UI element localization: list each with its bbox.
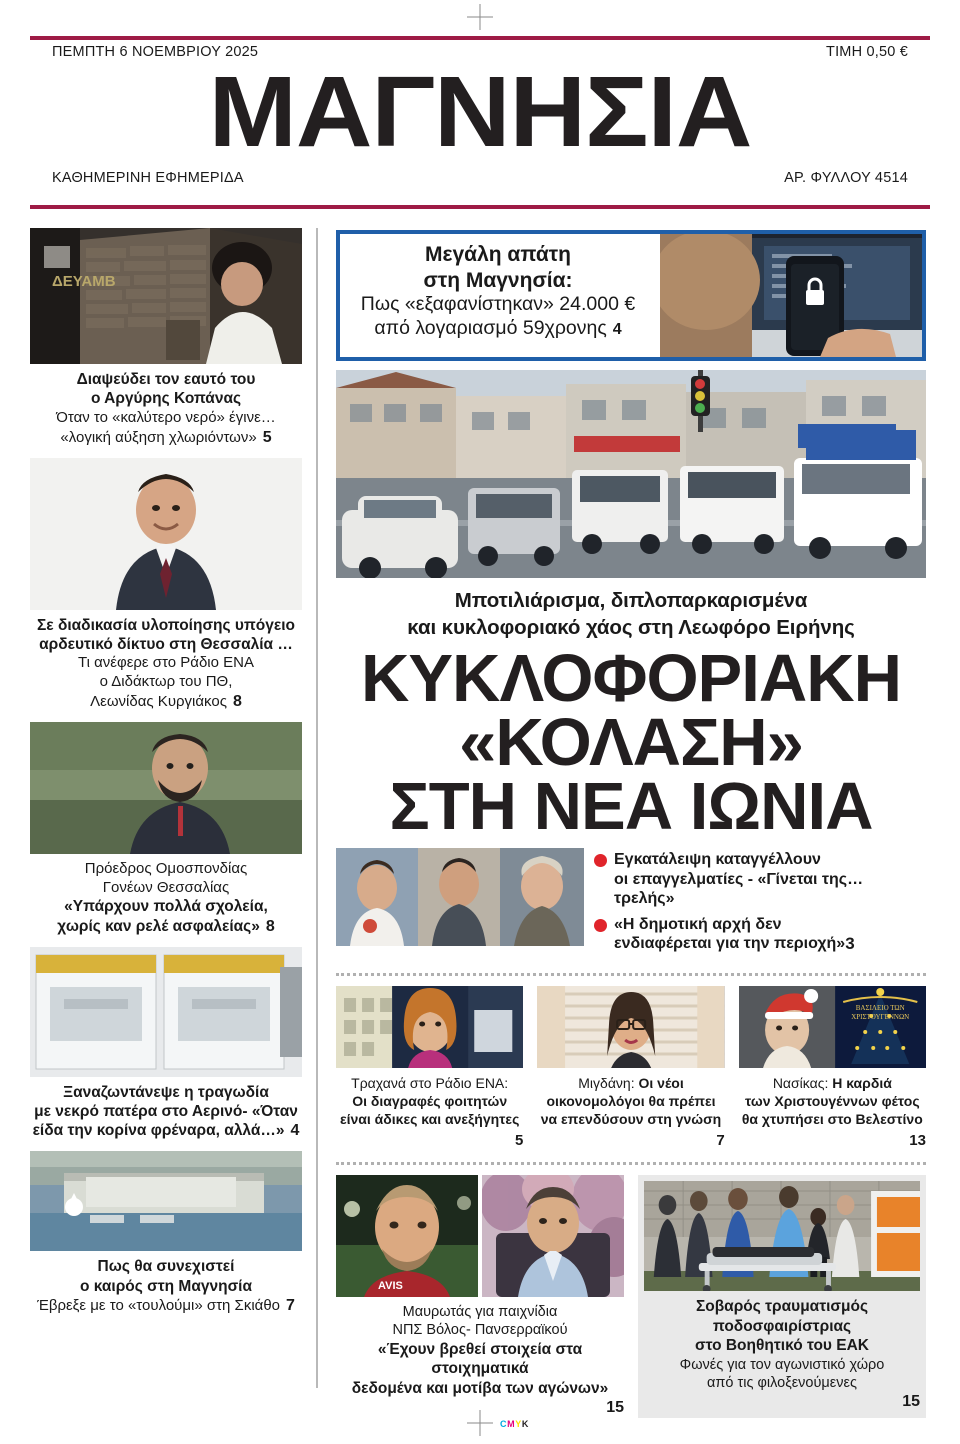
page-number: 3 [845,934,855,954]
headline-line: ΚΥΚΛΟΦΟΡΙΑΚΗ [360,641,902,717]
left-story-4[interactable] [30,1151,302,1326]
deyamb-building-photo [30,228,302,364]
page-number: 5 [262,428,272,446]
page-number: 7 [716,1131,725,1149]
bullet-dot-icon [594,854,607,867]
subhead-line: Μαυρωτάς για παιχνίδια [402,1304,558,1321]
subhead-line: Όταν το «καλύτερο νερό» έγινε… [56,408,276,426]
kicker-line: Μποτιλιάρισμα, διπλοπαρκαρισμένα [454,589,808,612]
strip-story-2[interactable] [739,986,926,1150]
subhead-line: Έβρεξε με το «τουλούμι» στη Σκιάθο [37,1297,281,1315]
three-column-strip [336,986,926,1150]
bullet-line: Εγκατάλειψη καταγγέλλουν [614,851,821,869]
subhead-line: Λεωνίδας Κυργιάκος [90,692,227,710]
subhead-line: Γονέων Θεσσαλίας [102,878,230,896]
headline-line: Η καρδιά [832,1075,892,1091]
main-column [336,370,926,1418]
sports-left-caption [336,1297,624,1418]
injured-player-stretcher-photo [644,1181,920,1291]
bearded-man-interview-photo [30,722,302,854]
cmyk-c: C [500,1419,508,1429]
page-number: 4 [290,1122,300,1140]
strip-story-1[interactable] [537,986,724,1150]
issue-number: ΑΡ. ΦΥΛΛΟΥ 4514 [784,170,908,186]
woman-with-glasses-photo [537,986,724,1068]
headline-line: Οι διαγραφές φοιτητών [352,1093,508,1110]
headline-line: δεδομένα και μοτίβα των αγώνων» [351,1379,609,1397]
left-column [30,228,302,1326]
congested-street-photo [336,370,926,578]
headline-line: οικονομολόγοι θα πρέπει [546,1093,716,1110]
bullet-line: οι επαγγελματίες - «Γίνεται της… τρελής» [614,870,864,908]
page-number: 5 [514,1131,524,1149]
cmyk-k: K [521,1419,529,1429]
main-kicker [336,578,926,643]
subhead-line: Φωνές για τον αγωνιστικό χώρο [679,1356,885,1373]
top-banner-story[interactable] [336,230,926,361]
crop-mark-top [467,4,493,30]
sports-right-caption [644,1291,920,1412]
bullet-dot-icon [594,919,607,932]
bullet-item [594,915,926,955]
left-story-1[interactable] [30,458,302,722]
divider-dotted [336,1162,926,1165]
headline-line: «Υπάρχουν πολλά σχολεία, [64,898,268,916]
subhead-line: από λογαριασμό 59χρονης [374,317,607,339]
page-number: 7 [286,1297,295,1315]
sports-story-left[interactable] [336,1175,624,1418]
cmyk-m: M [507,1419,516,1429]
page-number: 13 [909,1131,926,1149]
headline-line: είδα την κορίνα φρέναρα, αλλά…» [32,1122,285,1140]
subhead-line: Νασίκας: [772,1075,829,1091]
headline-line: Σοβαρός τραυματισμός ποδοσφαιρίστριας [695,1298,869,1335]
footballer-interview-photo [336,1175,478,1297]
svg-text:ΔΕΥΑΜΒ: ΔΕΥΑΜΒ [52,273,116,290]
svg-text:ΧΡΙΣΤΟΥΓΕΝΝΩΝ: ΧΡΙΣΤΟΥΓΕΝΝΩΝ [850,1013,909,1021]
phone-lock-photo [660,234,922,357]
kicker-line: και κυκλοφοριακό χάος στη Λεωφόρο Ειρήνης [407,615,855,639]
headline-line: Ξαναζωντάνεψε η τραγωδία [63,1083,269,1101]
svg-text:AVIS: AVIS [378,1280,403,1293]
divider-dotted [336,973,926,976]
headline-line: θα χτυπήσει στο Βελεστίνο [741,1111,923,1128]
page-title: ΜΑΓΝΗΣΙΑ [208,56,752,168]
headline-line: στη Μαγνησία: [423,268,573,292]
bullet-line: «Η δημοτική αρχή δεν [614,915,782,933]
subhead-line: ΝΠΣ Βόλος- Πανσερραϊκού [392,1322,568,1339]
page-number: 4 [612,321,622,338]
page-number: 15 [606,1399,624,1417]
headline-line: αρδευτικό δίκτυο στη Θεσσαλία … [39,635,293,653]
headline-line: Σε διαδικασία υλοποίησης υπόγειο [36,616,296,634]
publication-date: ΠΕΜΠΤΗ 6 ΝΟΕΜΒΡΙΟΥ 2025 [52,44,259,60]
santa-hat-man-christmas-photo [739,986,926,1068]
headline-line: ΣΤΗ ΝΕΑ ΙΩΝΙΑ [389,768,873,844]
left-story-2-caption [30,854,302,947]
headline-line: στο Βοηθητικό του ΕΑΚ [695,1337,869,1355]
man-at-desk-photo [482,1175,624,1297]
headline-line: να επενδύσουν στη γνώση [540,1111,722,1128]
headline-line: «Έχουν βρεθεί στοιχεία στα στοιχηματικά [377,1340,583,1378]
left-story-3[interactable] [30,947,302,1152]
top-banner-text [340,234,660,357]
subhead-line: Τι ανέφερε στο Ράδιο ΕΝΑ [78,654,254,672]
left-story-1-caption [30,610,302,722]
left-story-3-caption [30,1077,302,1152]
subhead-line: Πως «εξαφανίστηκαν» 24.000 € [360,293,636,316]
smiling-man-portrait-photo [30,458,302,610]
left-story-4-caption [30,1251,302,1326]
curly-red-hair-woman-photo [336,986,523,1068]
headline-line: είναι άδικες και ανεξήγητες [339,1111,520,1128]
headline-line: Μεγάλη απάτη [425,243,571,266]
page-number: 8 [232,692,242,710]
headline-line: ο καιρός στη Μαγνησία [79,1277,253,1295]
left-story-0-caption [30,364,302,458]
subhead-line: από τις φιλοξενούμενες [707,1374,857,1391]
subhead-line: ο Διδάκτωρ του ΠΘ, [99,673,233,690]
masthead-bottom-line [30,170,930,186]
cmyk-registration-mark [500,1419,529,1429]
masthead-rule-bottom [30,205,930,209]
subhead-line: Τραχανά στο Ράδιο ΕΝΑ: [351,1075,509,1091]
page-number: 15 [902,1393,920,1411]
seaside-harbour-photo [30,1151,302,1251]
sports-section [336,1175,926,1418]
headline-line: Οι νέοι [638,1075,684,1091]
bullet-line: ενδιαφέρεται για την περιοχή» [614,935,846,953]
residents-interview-photo [336,848,584,946]
masthead-rule-top [30,36,930,40]
main-story-footer [336,848,926,961]
price-label: ΤΙΜΗ 0,50 € [826,44,908,60]
strip-story-0-caption [336,1068,523,1150]
cmyk-y: Y [515,1419,522,1429]
svg-text:ΒΑΣΙΛΕΙΟ ΤΩΝ: ΒΑΣΙΛΕΙΟ ΤΩΝ [855,1004,905,1012]
subhead-line: Μιγδάνη: [578,1075,635,1091]
ambulance-photo [30,947,302,1077]
headline-line: Διαψεύδει τον εαυτό του [76,371,256,388]
main-bullet-list [594,848,926,961]
left-story-0[interactable] [30,228,302,458]
main-headline [336,641,926,844]
subhead-line: Πρόεδρος Ομοσπονδίας [84,859,248,877]
headline-line: των Χριστουγέννων φέτος [745,1093,920,1110]
headline-line: «ΚΟΛΑΣΗ» [459,704,803,780]
strip-story-1-caption [537,1068,724,1150]
strip-story-2-caption [739,1068,926,1150]
left-story-2[interactable] [30,722,302,947]
headline-line: ο Αργύρης Κοπάνας [90,390,242,408]
headline-line: Πως θα συνεχιστεί [97,1258,235,1276]
column-divider [316,228,318,1388]
bullet-item [594,850,926,909]
sports-left-photos [336,1175,624,1297]
headline-line: με νεκρό πατέρα στο Αερινό- «Όταν [34,1103,298,1120]
sports-story-right[interactable] [638,1175,926,1418]
headline-line: χωρίς καν ρελέ ασφαλείας» [57,917,260,935]
subhead-line: «λογική αύξηση χλωριόντων» [60,428,257,446]
publication-subtitle: ΚΑΘΗΜΕΡΙΝΗ ΕΦΗΜΕΡΙΔΑ [52,170,244,186]
strip-story-0[interactable] [336,986,523,1150]
masthead [30,44,930,186]
page-number: 8 [265,917,275,935]
